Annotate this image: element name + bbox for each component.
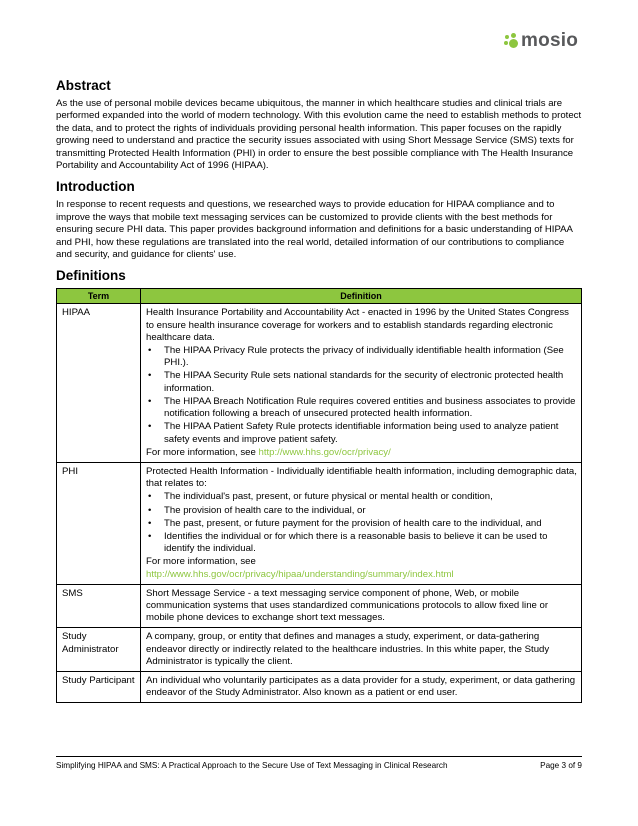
definition-cell [141, 462, 582, 584]
bullet-list [146, 345, 577, 446]
page-footer [56, 756, 582, 770]
definitions-table [56, 288, 582, 703]
bullet-list [146, 491, 577, 555]
table-row [57, 462, 582, 584]
logo-text: mosio [521, 30, 578, 51]
definition-text: Health Insurance Portability and Accountability Act - enacted in 1996 by the United States Congress to ensure health insurance coverage for workers and to establish standards regarding electronic healthcare data. [146, 307, 569, 343]
term-cell: SMS [57, 584, 141, 628]
table-row [57, 628, 582, 672]
list-item: • The HIPAA Patient Safety Rule protects identifiable information being used to analyze patient safety events and improve patient safety. [146, 421, 577, 445]
definition-cell: An individual who voluntarily participates as a data provider for a study, experiment, or data gathering endeavor of the Study Administrator. Also known as a patient or end user. [141, 671, 582, 702]
introduction-heading: Introduction [56, 179, 135, 195]
table-row [57, 304, 582, 462]
introduction-body: In response to recent requests and questions, we researched ways to provide education for HIPAA compliance and to improve the ways that mobile text messaging services can be customized to provide clients with the best methods for ensuring secure PHI data. This paper provides background information and definitions for a basic understanding of HIPAA and PHI, how these regulations are translated into the real world, detailed information of our contributions to compliance and security, and guidance for clients' use. [56, 199, 573, 261]
term-cell: Study Administrator [57, 628, 141, 672]
more-info [146, 447, 577, 459]
column-header-definition: Definition [141, 289, 582, 304]
footer-title: Simplifying HIPAA and SMS: A Practical Approach to the Secure Use of Text Messaging in Clinical Research [56, 761, 448, 770]
definition-text: Protected Health Information - Individually identifiable health information, including demographic data, that relates to: [146, 465, 577, 490]
definition-cell: Short Message Service - a text messaging service component of phone, Web, or mobile communication systems that uses standardized communications protocols to allow fixed line or mobile phone devices to exchange short text messages. [141, 584, 582, 628]
logo-dots-icon [504, 33, 520, 49]
table-row [57, 584, 582, 628]
more-info-label: For more information, see [146, 446, 259, 458]
list-item: • The HIPAA Breach Notification Rule requires covered entities and business associates to provide notification following a breach of unsecured protected health information. [146, 396, 577, 420]
list-item: • The individual's past, present, or future physical or mental health or condition, [146, 491, 577, 503]
mosio-logo [504, 30, 578, 52]
hipaa-privacy-link[interactable]: http://www.hhs.gov/ocr/privacy/ [258, 446, 391, 458]
list-item: • The HIPAA Privacy Rule protects the privacy of individually identifiable health information (See PHI.). [146, 345, 577, 369]
table-header-row [57, 289, 582, 304]
definitions-heading: Definitions [56, 268, 126, 284]
term-cell: PHI [57, 462, 141, 584]
column-header-term: Term [57, 289, 141, 304]
list-item: • The past, present, or future payment for the provision of health care to the individual, and [146, 518, 577, 530]
page-number: Page 3 of 9 [540, 761, 582, 770]
abstract-body: As the use of personal mobile devices became ubiquitous, the manner in which healthcare studies and clinical trials are performed expanded into the world of modern technology. With this evolution came the need to establish methods to protect the data, and to protect the rights of individuals providing personal health information. This paper focuses on the rapidly growing need to understand and practice the security issues associated with using Short Message Service (SMS) texts for transmitting Protected Health Information (PHI) in order to ensure the best possible compliance with The Health Insurance Portability and Accountability Act of 1996 (HIPAA). [56, 98, 582, 172]
definition-cell [141, 304, 582, 462]
term-cell: HIPAA [57, 304, 141, 462]
page-content [56, 78, 582, 703]
definition-cell: A company, group, or entity that defines and manages a study, experiment, or data-gathering endeavor directly or indirectly related to the healthcare industries. In this white paper, the Study Administrator is typically the client. [141, 628, 582, 672]
more-info-label: For more information, see [146, 556, 256, 568]
abstract-heading: Abstract [56, 78, 111, 93]
phi-summary-link[interactable]: http://www.hhs.gov/ocr/privacy/hipaa/understanding/summary/index.html [146, 568, 454, 580]
list-item: • The HIPAA Security Rule sets national standards for the security of electronic protected health information. [146, 370, 577, 394]
list-item: • The provision of health care to the individual, or [146, 505, 577, 517]
term-cell: Study Participant [57, 671, 141, 702]
table-row [57, 671, 582, 702]
list-item: • Identifies the individual or for which there is a reasonable basis to believe it can be used to identify the individual. [146, 531, 577, 555]
